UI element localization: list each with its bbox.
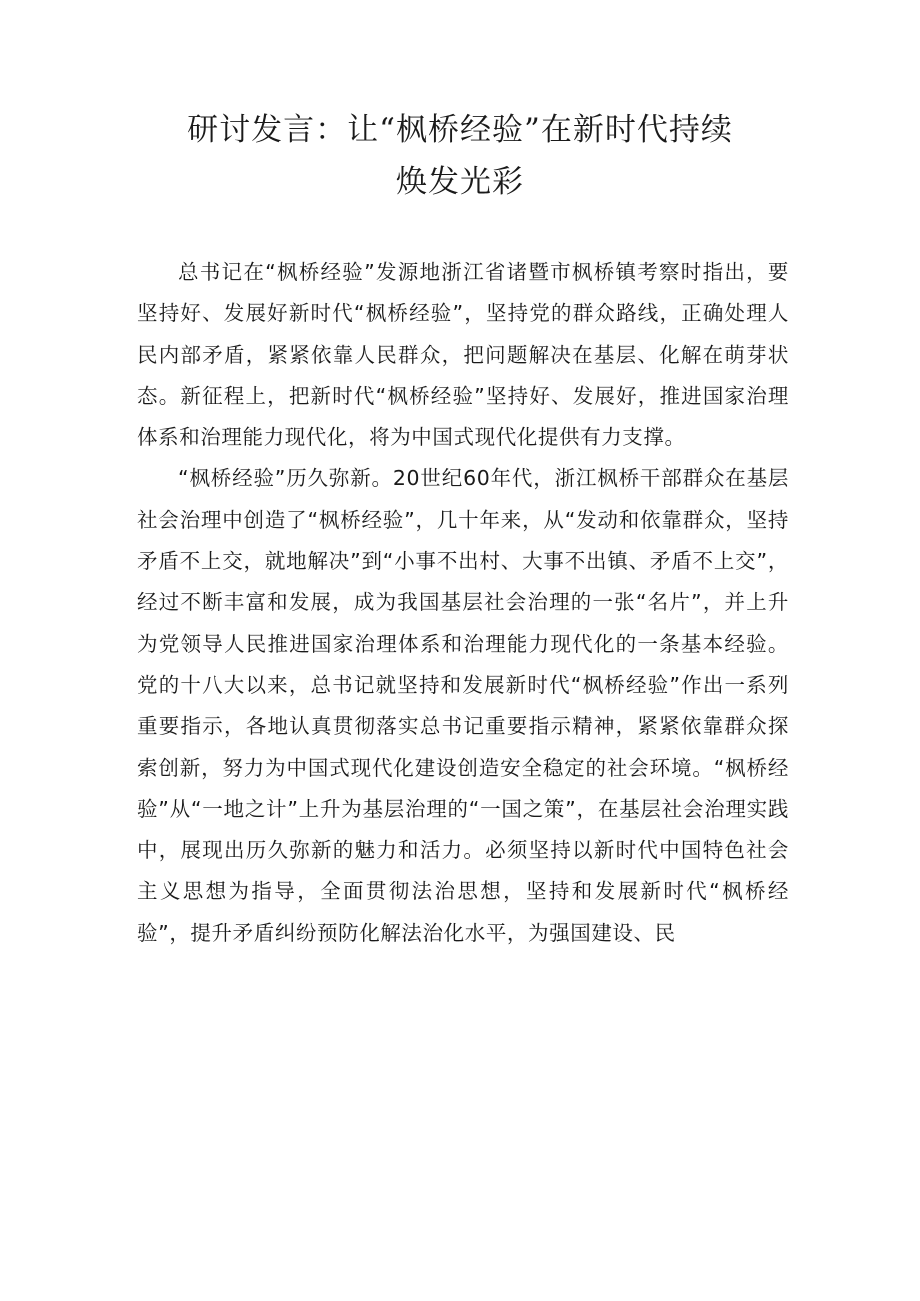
paragraph: “枫桥经验”历久弥新。20世纪60年代，浙江枫桥干部群众在基层社会治理中创造了“枫桥经验”，几十年来，从“发动和依靠群众，坚持矛盾不上交，就地解决”到“小事不出村、大事不出镇、矛盾不上交”，经过不断丰富和发展，成为我国基层社会治理的一张“名片”，并上升为党领导人民推进国家治理体系和治理能力现代化的一条基本经验。党的十八大以来，总书记就坚持和发展新时代“枫桥经验”作出一系列重要指示，各地认真贯彻落实总书记重要指示精神，紧紧依靠群众探索创新，努力为中国式现代化建设创造安全稳定的社会环境。“枫桥经验”从“一地之计”上升为基层治理的“一国之策”，在基层社会治理实践中，展现出历久弥新的魅力和活力。必须坚持以新时代中国特色社会主义思想为指导，全面贯彻法治思想，坚持和发展新时代“枫桥经验”，提升矛盾纠纷预防化解法治化水平，为强国建设、民 bbox=[137, 466, 789, 945]
paragraph: 总书记在“枫桥经验”发源地浙江省诸暨市枫桥镇考察时指出，要坚持好、发展好新时代“枫桥经验”，坚持党的群众路线，正确处理人民内部矛盾，紧紧依靠人民群众，把问题解决在基层、化解在萌芽状态。新征程上，把新时代“枫桥经验”坚持好、发展好，推进国家治理体系和治理能力现代化，将为中国式现代化提供有力支撑。 bbox=[137, 260, 789, 450]
title-line-2: 焕发光彩 bbox=[396, 164, 524, 200]
title-line-1: 研讨发言：让“枫桥经验”在新时代持续 bbox=[187, 112, 733, 148]
document-title bbox=[120, 104, 800, 208]
document-body bbox=[137, 252, 789, 954]
